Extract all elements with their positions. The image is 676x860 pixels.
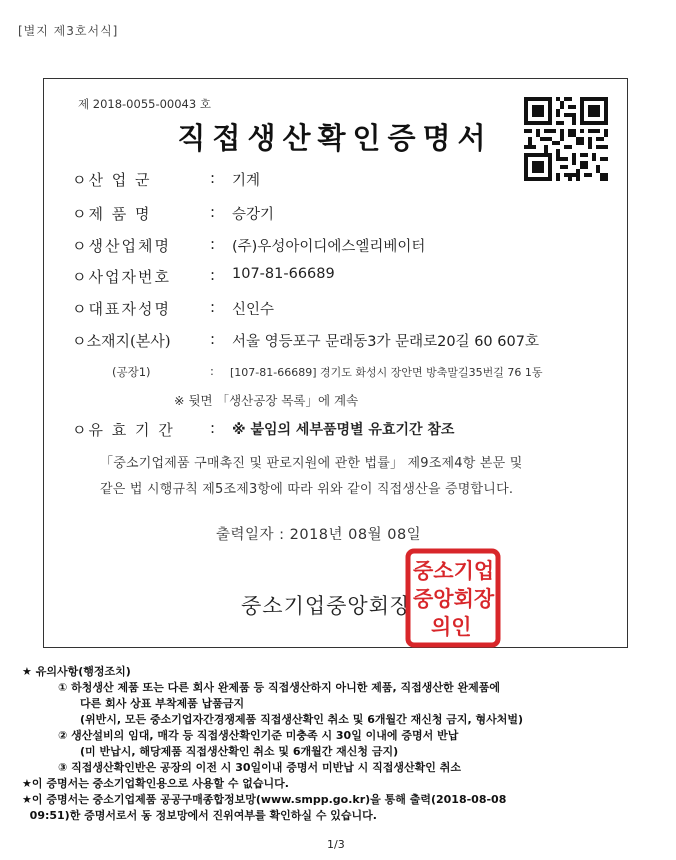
note-line: ① 하청생산 제품 또는 다른 회사 완제품 등 직접생산하지 아니한 제품, 직접생산한 완제품에 xyxy=(58,681,500,694)
field-colon: : xyxy=(210,298,216,316)
form-label: [별지 제3호서식] xyxy=(18,24,119,38)
certificate-number: 제 2018-0055-00043 호 xyxy=(78,97,211,111)
note-line: (미 반납시, 해당제품 직접생산확인 취소 및 6개월간 재신청 금지) xyxy=(80,745,399,758)
factory-colon: : xyxy=(210,364,214,378)
field-colon: : xyxy=(210,203,216,221)
seal-text-row-1: 중소기업 xyxy=(413,558,495,583)
factory-label: (공장1) xyxy=(112,365,151,379)
field-colon: : xyxy=(210,266,216,284)
field-label-product: ㅇ제 품 명 xyxy=(72,205,152,223)
field-label-company: ㅇ생산업체명 xyxy=(72,237,171,255)
field-colon: : xyxy=(210,235,216,253)
continued-note: ※ 뒷면 「생산공장 목록」에 계속 xyxy=(174,393,359,408)
field-colon: : xyxy=(210,169,216,187)
field-value-product: 승강기 xyxy=(232,207,275,223)
field-value-representative: 신인수 xyxy=(232,302,275,318)
field-value-address: 서울 영등포구 문래동3가 문래로20길 60 607호 xyxy=(232,334,539,350)
field-value-company: (주)우성아이디에스엘리베이터 xyxy=(232,239,426,255)
field-value-validity: ※ 붙임의 세부품명별 유효기간 참조 xyxy=(232,422,455,438)
law-text-line-1: 「중소기업제품 구매촉진 및 판로지원에 관한 법률」 제9조제4항 본문 및 xyxy=(100,456,523,471)
notes-section xyxy=(22,664,662,824)
field-label-business-number: ㅇ사업자번호 xyxy=(72,268,171,286)
official-seal-icon xyxy=(405,548,501,648)
note-line: 09:51)한 증명서로서 동 정보망에서 진위여부를 확인하실 수 있습니다. xyxy=(22,809,377,822)
page-number: 1/3 xyxy=(327,838,345,851)
note-line: ② 생산설비의 임대, 매각 등 직접생산확인기준 미충족 시 30일 이내에 증명서 반납 xyxy=(58,729,459,742)
field-value-industry: 기계 xyxy=(232,173,261,189)
field-label-validity: ㅇ유 효 기 간 xyxy=(72,421,175,439)
note-line: ★ 유의사항(행정조치) xyxy=(22,665,131,678)
field-label-representative: ㅇ대표자성명 xyxy=(72,300,171,318)
note-line: (위반시, 모든 중소기업자간경쟁제품 직접생산확인 취소 및 6개월간 재신청 금지, 형사처벌) xyxy=(80,713,524,726)
seal-text-row-2: 중앙회장 xyxy=(413,586,495,611)
factory-value: [107-81-66689] 경기도 화성시 장안면 방축말길35번길 76 1동 xyxy=(230,366,543,379)
field-colon: : xyxy=(210,419,216,437)
document-title: 직접생산확인증명서 xyxy=(177,121,493,155)
field-value-business-number: 107-81-66689 xyxy=(232,266,335,282)
field-label-industry: ㅇ산 업 군 xyxy=(72,171,152,189)
issuer-name: 중소기업중앙회장 xyxy=(241,594,412,618)
note-line: ★이 증명서는 중소기업확인용으로 사용할 수 없습니다. xyxy=(22,777,289,790)
field-label-address: ㅇ소재지(본사) xyxy=(72,332,171,350)
note-line: ③ 직접생산확인반은 공장의 이전 시 30일이내 증명서 미반납 시 직접생산확인 취소 xyxy=(58,761,461,774)
law-text-line-2: 같은 법 시행규칙 제5조제3항에 따라 위와 같이 직접생산을 증명합니다. xyxy=(100,482,514,497)
note-line: ★이 증명서는 중소기업제품 공공구매종합정보망(www.smpp.go.kr)을 통해 출력(2018-08-08 xyxy=(22,793,507,806)
qr-code-icon xyxy=(524,97,608,181)
field-colon: : xyxy=(210,330,216,348)
note-line: 다른 회사 상표 부착제품 납품금지 xyxy=(80,697,245,710)
issue-date: 출력일자 : 2018년 08월 08일 xyxy=(216,527,422,543)
seal-text-row-3: 의인 xyxy=(431,614,472,639)
